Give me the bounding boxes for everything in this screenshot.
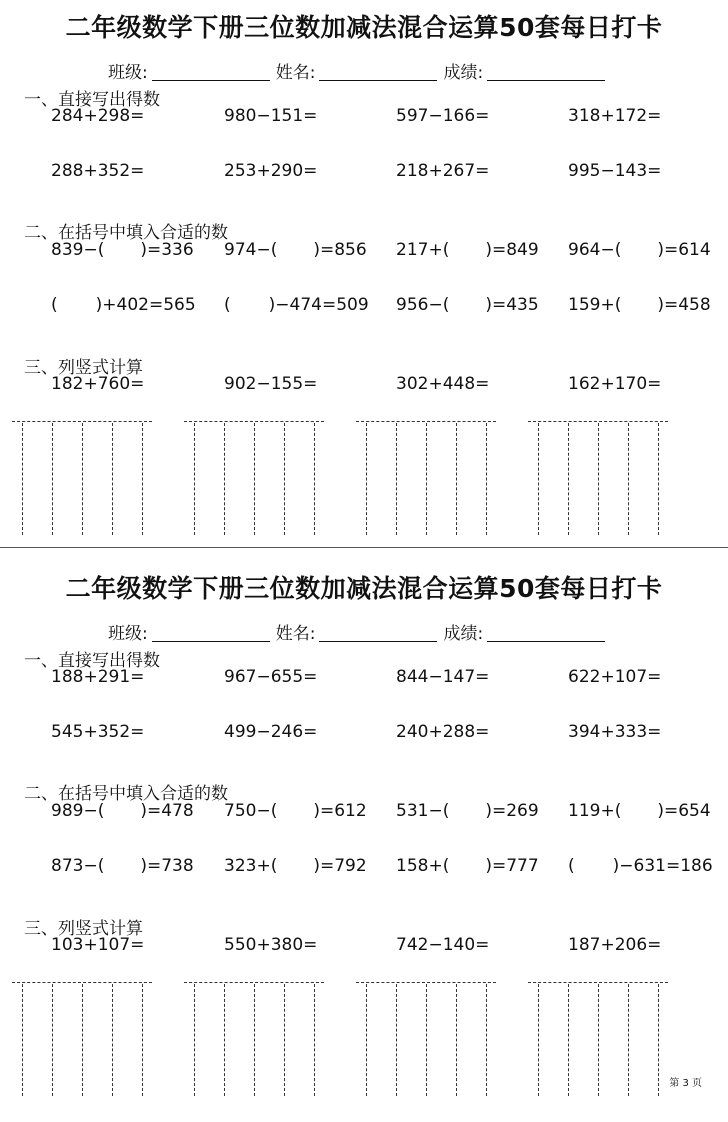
vertical-calc-problem: 187+206=: [568, 935, 662, 955]
worksheet: [0, 561, 728, 1121]
problem-right: )=792: [313, 856, 367, 876]
vertical-calc-grid[interactable]: [184, 982, 324, 1096]
name-label: 姓名:: [275, 624, 316, 644]
grid-line: [112, 423, 113, 535]
grid-line: [396, 984, 397, 1096]
grid-line: [456, 423, 457, 535]
class-label: 班级:: [108, 624, 148, 644]
arithmetic-problem: 318+172=: [568, 106, 662, 126]
problem-left: 119+(: [568, 801, 622, 821]
grid-line: [52, 423, 53, 535]
arithmetic-problem: 253+290=: [224, 161, 318, 181]
problem-right: )=654: [657, 801, 711, 821]
name-label: 姓名:: [275, 63, 316, 83]
problem-left: 323+(: [224, 856, 278, 876]
grid-line: [194, 984, 195, 1096]
worksheet-title: 二年级数学下册三位数加减法混合运算50套每日打卡: [65, 13, 663, 42]
name-field[interactable]: [319, 624, 437, 642]
grid-line: [314, 423, 315, 535]
worksheet: [0, 0, 728, 560]
grid-line: [628, 984, 629, 1096]
grid-line: [314, 984, 315, 1096]
grid-line: [82, 984, 83, 1096]
fill-blank-problem: [224, 295, 369, 315]
grid-line: [366, 984, 367, 1096]
grid-line: [426, 984, 427, 1096]
problem-left: 158+(: [396, 856, 450, 876]
vertical-calc-problem: 742−140=: [396, 935, 490, 955]
grid-line: [194, 423, 195, 535]
problem-left: 873−(: [51, 856, 105, 876]
grid-line: [486, 984, 487, 1096]
class-label: 班级:: [108, 63, 148, 83]
problem-left: (: [51, 295, 58, 315]
problem-right: )=435: [485, 295, 539, 315]
grid-line: [22, 984, 23, 1096]
problem-right: )=614: [657, 240, 711, 260]
arithmetic-problem: 980−151=: [224, 106, 318, 126]
arithmetic-problem: 188+291=: [51, 667, 145, 687]
vertical-calc-grid[interactable]: [356, 982, 496, 1096]
problem-right: )=336: [140, 240, 194, 260]
grid-line: [658, 984, 659, 1096]
vertical-calc-problem: 103+107=: [51, 935, 145, 955]
problem-left: 956−(: [396, 295, 450, 315]
student-info: [108, 619, 611, 644]
section-heading: 三、列竖式计算: [24, 919, 143, 939]
problem-left: 750−(: [224, 801, 278, 821]
problem-right: )=856: [313, 240, 367, 260]
problem-left: (: [224, 295, 231, 315]
grid-line: [254, 984, 255, 1096]
score-field[interactable]: [487, 624, 605, 642]
arithmetic-problem: 394+333=: [568, 722, 662, 742]
vertical-calc-problem: 182+760=: [51, 374, 145, 394]
grid-line: [142, 423, 143, 535]
fill-blank-problem: [51, 295, 196, 315]
grid-line: [142, 984, 143, 1096]
grid-line: [284, 423, 285, 535]
fill-blank-problem: [396, 240, 539, 260]
arithmetic-problem: 844−147=: [396, 667, 490, 687]
grid-line: [224, 984, 225, 1096]
fill-blank-problem: [568, 801, 711, 821]
problem-right: )−474=509: [268, 295, 369, 315]
arithmetic-problem: 967−655=: [224, 667, 318, 687]
fill-blank-problem: [224, 801, 367, 821]
vertical-calc-grid[interactable]: [12, 982, 152, 1096]
grid-line: [538, 984, 539, 1096]
grid-line: [658, 423, 659, 535]
grid-line: [284, 984, 285, 1096]
grid-line: [568, 423, 569, 535]
vertical-calc-problem: 302+448=: [396, 374, 490, 394]
problem-right: )=458: [657, 295, 711, 315]
problem-right: )=849: [485, 240, 539, 260]
problem-left: (: [568, 856, 575, 876]
vertical-calc-problem: 162+170=: [568, 374, 662, 394]
arithmetic-problem: 240+288=: [396, 722, 490, 742]
problem-right: )−631=186: [612, 856, 713, 876]
vertical-calc-grid[interactable]: [12, 421, 152, 535]
problem-left: 531−(: [396, 801, 450, 821]
fill-blank-problem: [224, 240, 367, 260]
fill-blank-problem: [396, 801, 539, 821]
fill-blank-problem: [568, 856, 713, 876]
worksheet-title: 二年级数学下册三位数加减法混合运算50套每日打卡: [65, 574, 663, 603]
arithmetic-problem: 622+107=: [568, 667, 662, 687]
page-number: 第 3 页: [669, 1078, 702, 1089]
grid-line: [598, 423, 599, 535]
arithmetic-problem: 218+267=: [396, 161, 490, 181]
section-heading: 一、直接写出得数: [24, 651, 160, 671]
score-field[interactable]: [487, 63, 605, 81]
grid-line: [22, 423, 23, 535]
problem-right: )+402=565: [95, 295, 196, 315]
problem-left: 217+(: [396, 240, 450, 260]
fill-blank-problem: [568, 295, 711, 315]
grid-line: [52, 984, 53, 1096]
class-field[interactable]: [152, 624, 270, 642]
fill-blank-problem: [51, 801, 194, 821]
problem-right: )=612: [313, 801, 367, 821]
grid-line: [82, 423, 83, 535]
grid-line: [366, 423, 367, 535]
fill-blank-problem: [396, 856, 539, 876]
fill-blank-problem: [51, 240, 194, 260]
problem-right: )=777: [485, 856, 539, 876]
vertical-calc-problem: 550+380=: [224, 935, 318, 955]
vertical-calc-grid[interactable]: [528, 982, 668, 1096]
grid-line: [224, 423, 225, 535]
grid-line: [538, 423, 539, 535]
class-field[interactable]: [152, 63, 270, 81]
problem-right: )=738: [140, 856, 194, 876]
problem-right: )=478: [140, 801, 194, 821]
fill-blank-problem: [568, 240, 711, 260]
problem-right: )=269: [485, 801, 539, 821]
section-heading: 一、直接写出得数: [24, 90, 160, 110]
grid-line: [568, 984, 569, 1096]
vertical-calc-grid[interactable]: [184, 421, 324, 535]
problem-left: 974−(: [224, 240, 278, 260]
problem-left: 989−(: [51, 801, 105, 821]
problem-left: 839−(: [51, 240, 105, 260]
problem-left: 159+(: [568, 295, 622, 315]
problem-left: 964−(: [568, 240, 622, 260]
grid-line: [628, 423, 629, 535]
name-field[interactable]: [319, 63, 437, 81]
arithmetic-problem: 597−166=: [396, 106, 490, 126]
vertical-calc-grid[interactable]: [356, 421, 496, 535]
fill-blank-problem: [51, 856, 194, 876]
arithmetic-problem: 499−246=: [224, 722, 318, 742]
vertical-calc-problem: 902−155=: [224, 374, 318, 394]
fill-blank-problem: [224, 856, 367, 876]
arithmetic-problem: 995−143=: [568, 161, 662, 181]
fill-blank-problem: [396, 295, 539, 315]
grid-line: [486, 423, 487, 535]
grid-line: [112, 984, 113, 1096]
grid-line: [254, 423, 255, 535]
arithmetic-problem: 545+352=: [51, 722, 145, 742]
section-heading: 二、在括号中填入合适的数: [24, 223, 228, 243]
arithmetic-problem: 284+298=: [51, 106, 145, 126]
grid-line: [456, 984, 457, 1096]
grid-line: [426, 423, 427, 535]
grid-line: [598, 984, 599, 1096]
score-label: 成绩:: [443, 624, 484, 644]
vertical-calc-grid[interactable]: [528, 421, 668, 535]
section-heading: 二、在括号中填入合适的数: [24, 784, 228, 804]
student-info: [108, 58, 611, 83]
section-heading: 三、列竖式计算: [24, 358, 143, 378]
score-label: 成绩:: [443, 63, 484, 83]
arithmetic-problem: 288+352=: [51, 161, 145, 181]
grid-line: [396, 423, 397, 535]
